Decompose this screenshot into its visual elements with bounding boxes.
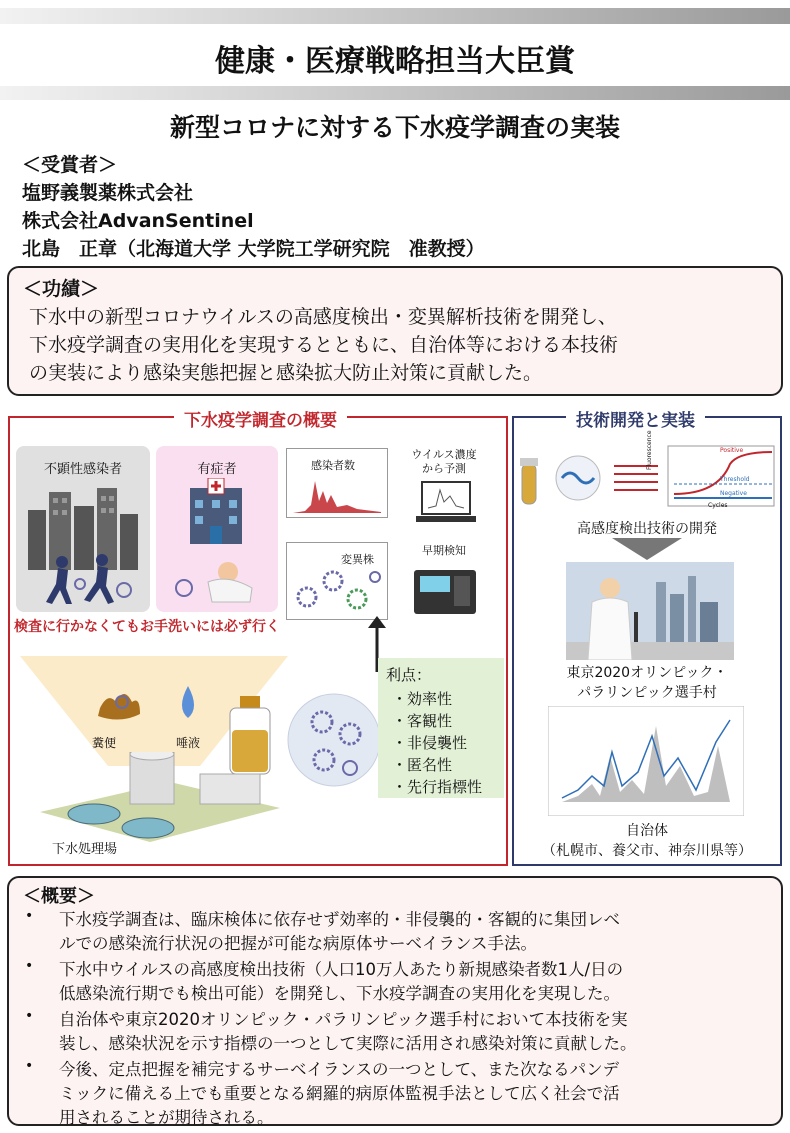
- overview-line: 下水中ウイルスの高感度検出技術（人口10万人あたり新規感染者数1人/日の: [59, 960, 624, 979]
- city-runners-icon: [24, 480, 142, 608]
- bullet-icon: •: [25, 1058, 34, 1074]
- hospital-patient-icon: [162, 478, 272, 608]
- down-arrow-icon: [612, 538, 682, 560]
- achievement-box: [7, 266, 783, 396]
- chart-threshold-label: Threshold: [720, 476, 750, 483]
- overview-line: 自治体や東京2020オリンピック・パラリンピック選手村において本技術を実: [59, 1010, 628, 1029]
- virus-predict-label: ウイルス濃度 から予測: [411, 448, 477, 475]
- symptomatic-label: 有症者: [197, 462, 237, 477]
- cases-curve: [291, 475, 383, 515]
- saliva-label: 唾液: [176, 736, 201, 750]
- dev-label: 高感度検出技術の開発: [577, 521, 717, 537]
- virus-variants-icon: [291, 567, 383, 617]
- toilet-note: 検査に行かなくてもお手洗いには必ず行く: [14, 619, 280, 635]
- laptop-icon: [416, 480, 476, 526]
- early-detect-label: 早期検知: [422, 544, 466, 557]
- cases-chart: [286, 448, 388, 518]
- asymptomatic-label: 不顕性感染者: [43, 462, 122, 477]
- recipients-heading: ＜受賞者＞: [22, 154, 118, 176]
- bullet-icon: •: [25, 908, 34, 924]
- recipient-name: 株式会社AdvanSentinel: [22, 210, 254, 232]
- feces-label: 糞便: [92, 736, 117, 750]
- merits-box: [378, 658, 504, 798]
- merit-item: ・先行指標性: [392, 778, 483, 796]
- overview-line: 低感染流行期でも検出可能）を開発し、下水疫学調査の実用化を実現した。: [59, 984, 620, 1003]
- bullet-icon: •: [25, 1008, 34, 1024]
- local-label: 自治体: [626, 823, 668, 839]
- achievement-heading: ＜功績＞: [23, 278, 100, 300]
- cases-label: 感染者数: [311, 459, 355, 472]
- overview-line: 用されることが期待される。: [59, 1108, 274, 1127]
- municipal-chart: [548, 706, 744, 816]
- top-band: [0, 8, 790, 24]
- sequencer-icon: [412, 564, 478, 616]
- lab-photo: [566, 562, 734, 660]
- symptomatic-card: [156, 446, 278, 612]
- chart-ylabel: Fluorescence: [646, 430, 653, 470]
- merit-item: ・効率性: [392, 690, 453, 708]
- local-sub: （札幌市、養父市、神奈川県等）: [542, 843, 752, 859]
- virus-magnified-icon: [286, 684, 384, 794]
- treatment-plant-icon: [30, 752, 290, 844]
- olympic-line1: 東京2020オリンピック・: [566, 665, 728, 681]
- bullet-icon: •: [25, 958, 34, 974]
- chart-negative-label: Negative: [720, 490, 747, 497]
- merit-item: ・非侵襲性: [392, 734, 468, 752]
- variant-label: 変異株: [341, 553, 374, 566]
- chart-xlabel: Cycles: [708, 502, 728, 509]
- achievement-line: の実装により感染実態把握と感染拡大防止対策に貢献した。: [29, 362, 543, 384]
- overview-line: 今後、定点把握を補完するサーベイランスの一つとして、また次なるパンデ: [59, 1060, 620, 1079]
- recipient-name: 北島 正章（北海道大学 大学院工学研究院 准教授）: [22, 238, 485, 260]
- achievement-line: 下水中の新型コロナウイルスの高感度検出・変異解析技術を開発し、: [29, 306, 617, 328]
- overview-line: 装し、感染状況を示す指標の一つとして実際に活用され感染対策に貢献した。: [59, 1034, 637, 1053]
- overview-line: ミックに備える上でも重要となる網羅的病原体監視手法として広く社会で活: [59, 1084, 620, 1103]
- variant-box: [286, 542, 388, 620]
- merit-item: ・客観性: [392, 712, 453, 730]
- overview-heading: ＜概要＞: [23, 886, 95, 907]
- overview-line: 下水疫学調査は、臨床検体に依存せず効率的・非侵襲的・客観的に集団レベ: [59, 910, 620, 929]
- overview-box: [7, 876, 783, 1126]
- title-band: [0, 86, 790, 100]
- chart-positive-label: Positive: [720, 447, 744, 454]
- right-panel-title: 技術開発と実装: [566, 406, 705, 431]
- overview-line: ルでの感染流行状況の把握が可能な病原体サーベイランス手法。: [59, 934, 538, 953]
- merits-heading: 利点：: [386, 666, 432, 684]
- asymptomatic-card: [16, 446, 150, 612]
- achievement-line: 下水疫学調査の実用化を実現するとともに、自治体等における本技術: [29, 334, 619, 356]
- main-title: 新型コロナに対する下水疫学調査の実装: [169, 113, 620, 142]
- recipient-name: 塩野義製薬株式会社: [22, 182, 194, 204]
- plant-label: 下水処理場: [52, 842, 118, 857]
- award-title: 健康・医療戦略担当大臣賞: [215, 44, 575, 79]
- left-panel-title: 下水疫学調査の概要: [174, 406, 347, 431]
- olympic-line2: パラリンピック選手村: [577, 685, 717, 701]
- merit-item: ・匿名性: [392, 756, 453, 774]
